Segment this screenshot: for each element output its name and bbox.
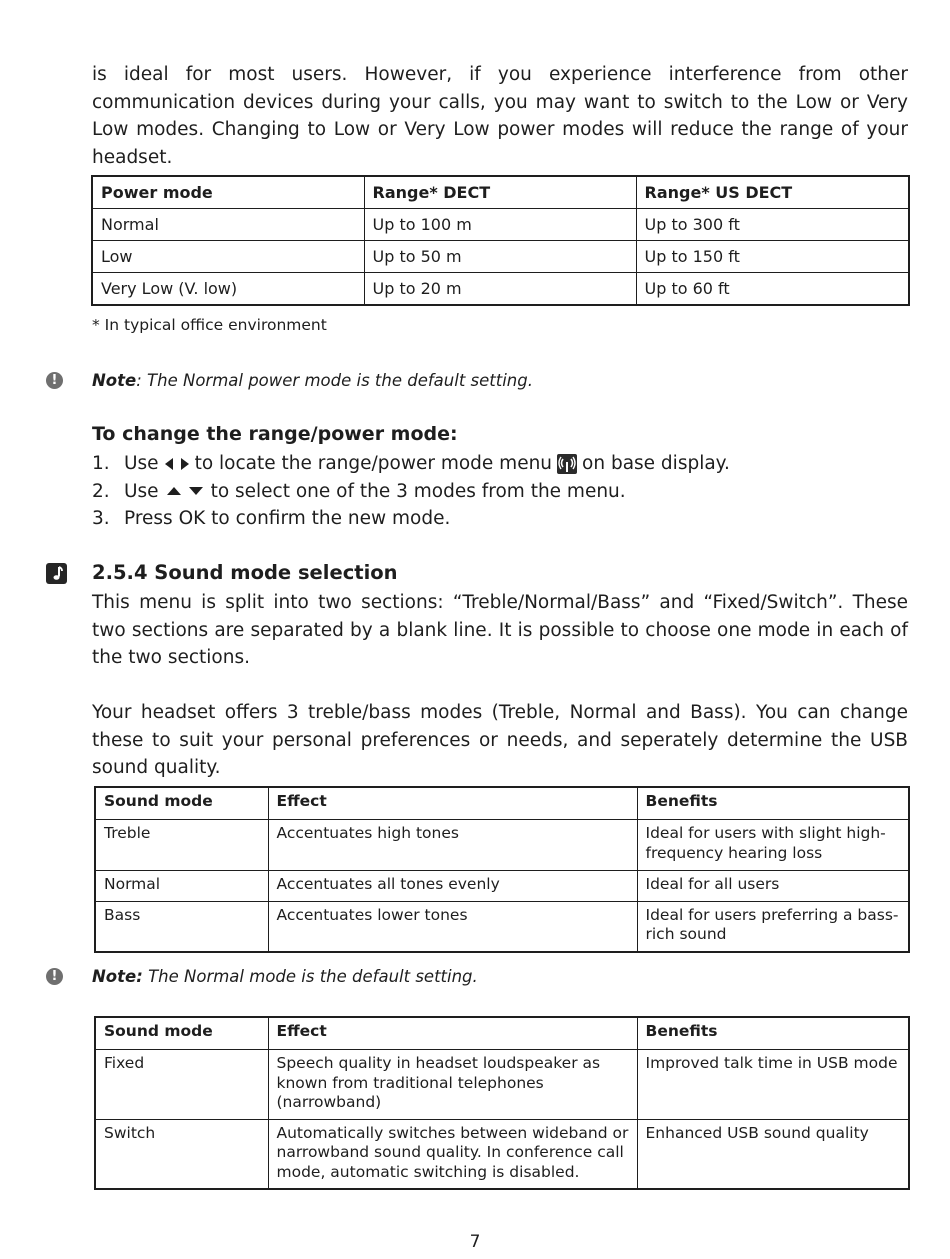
table-row [92,241,909,273]
table-header-cell: Range* DECT [364,176,636,209]
table-cell: Improved talk time in USB mode [637,1050,909,1120]
table-header-row [95,1017,909,1050]
table-row [95,1050,909,1120]
range-antenna-icon [557,454,577,474]
table-cell: Enhanced USB sound quality [637,1119,909,1189]
table-row [92,273,909,306]
step-text: Use [124,480,159,502]
step-number: 3. [92,508,110,529]
table-cell: Treble [95,820,268,871]
table-header-cell: Effect [268,787,637,820]
change-range-steps [92,450,730,533]
table-cell: Accentuates all tones evenly [268,871,637,902]
table-header-cell: Sound mode [95,787,268,820]
list-item [92,450,730,478]
table-row [92,209,909,241]
left-arrow-icon [165,458,173,470]
exclamation-icon: ! [46,968,63,985]
page-number: 7 [469,1232,481,1252]
power-mode-table [91,175,910,306]
note-text: The Normal mode is the default setting. [142,967,478,986]
step-number: 1. [92,453,110,474]
usb-sound-table [94,1016,910,1190]
note-default-power [92,371,533,390]
table-header-row [92,176,909,209]
table-row [95,1119,909,1189]
step-text: on base display. [582,453,730,474]
table-header-cell: Sound mode [95,1017,268,1050]
note-default-sound [92,967,478,986]
table-header-cell: Effect [268,1017,637,1050]
table-cell: Up to 150 ft [636,241,909,273]
table-cell: Accentuates lower tones [268,901,637,952]
table-cell: Normal [95,871,268,902]
table-header-row [95,787,909,820]
table-cell: Accentuates high tones [268,820,637,871]
table-cell: Automatically switches between wideband or narrowband sound quality. In conference call mode, automatic switching is disabled. [268,1119,637,1189]
sound-mode-table [94,786,910,953]
table-cell: Ideal for users preferring a bass-rich sound [637,901,909,952]
table-cell: Up to 300 ft [636,209,909,241]
step-text: Use [124,453,159,474]
table-cell: Up to 60 ft [636,273,909,306]
note-label: Note: [92,967,143,986]
music-note-icon [46,563,67,584]
note-text: : The Normal power mode is the default setting. [136,371,533,390]
step-number: 2. [92,480,110,502]
up-arrow-icon [167,487,181,495]
table-row [95,871,909,902]
list-item [92,478,730,506]
step-text: to select one of the 3 modes from the menu. [210,480,626,502]
table-cell: Speech quality in headset loudspeaker as known from traditional telephones (narrowband) [268,1050,637,1120]
table-header-cell: Range* US DECT [636,176,909,209]
table-row [95,820,909,871]
table-cell: Up to 50 m [364,241,636,273]
table-cell: Switch [95,1119,268,1189]
intro-paragraph: is ideal for most users. However, if you experience interference from other communication devices during your calls, you may want to switch to the Low or Very Low modes. Changing to Low or Very Low power modes will reduce the range of your headset. [92,64,908,168]
step-text: Press OK to confirm the new mode. [124,508,451,529]
table-cell: Low [92,241,364,273]
step-text: to locate the range/power mode menu [194,453,553,474]
table-cell: Bass [95,901,268,952]
sound-paragraph-2: Your headset offers 3 treble/bass modes (Treble, Normal and Bass). You can change these to suit your personal preferences or needs, and seperately determine the USB sound quality. [92,702,908,778]
table-cell: Up to 100 m [364,209,636,241]
table-cell: Fixed [95,1050,268,1120]
exclamation-icon: ! [46,372,63,389]
table-cell: Normal [92,209,364,241]
table-header-cell: Power mode [92,176,364,209]
down-arrow-icon [189,487,203,495]
change-range-heading: To change the range/power mode: [92,423,458,445]
section-heading: 2.5.4 Sound mode selection [92,561,398,584]
right-arrow-icon [181,458,189,470]
table-footnote: * In typical office environment [92,316,327,334]
table-cell: Ideal for all users [637,871,909,902]
table-header-cell: Benefits [637,1017,909,1050]
sound-paragraph-1: This menu is split into two sections: “Treble/Normal/Bass” and “Fixed/Switch”. These two sections are separated by a blank line. It is possible to choose one mode in each of the two sections. [92,592,908,668]
list-item [92,505,730,533]
table-header-cell: Benefits [637,787,909,820]
table-row [95,901,909,952]
note-label: Note [92,371,137,390]
table-cell: Ideal for users with slight high-frequency hearing loss [637,820,909,871]
table-cell: Very Low (V. low) [92,273,364,306]
table-cell: Up to 20 m [364,273,636,306]
